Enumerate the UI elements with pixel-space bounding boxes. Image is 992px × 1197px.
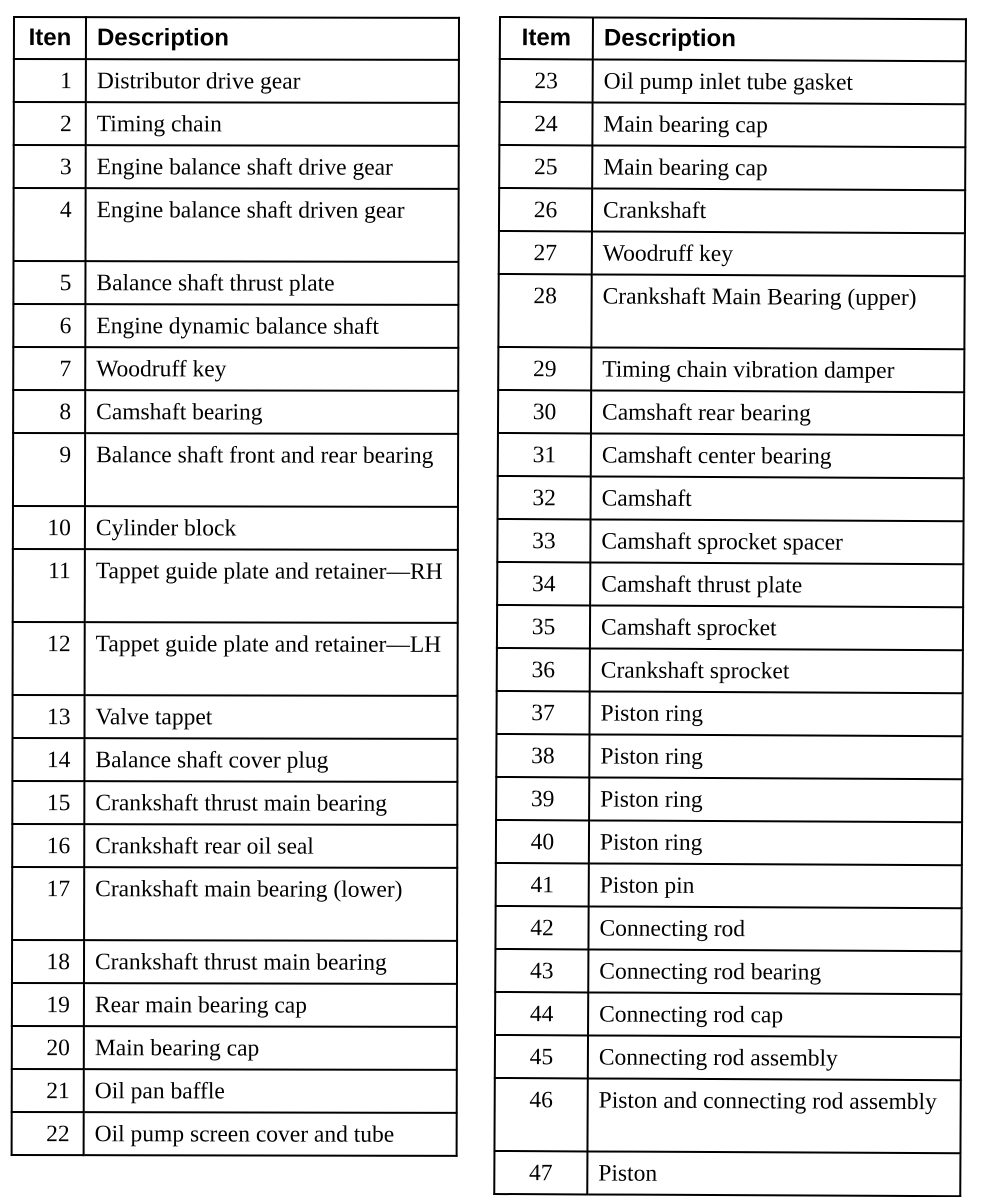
item-number: 2 xyxy=(14,102,86,145)
table-row xyxy=(498,476,964,521)
table-row xyxy=(13,390,458,434)
item-number: 34 xyxy=(497,562,590,605)
table-row xyxy=(499,231,965,276)
table-row xyxy=(497,648,963,693)
table-row xyxy=(12,1112,457,1156)
table-row xyxy=(498,390,964,435)
item-number: 8 xyxy=(13,390,85,433)
item-number: 29 xyxy=(498,347,591,390)
table-row xyxy=(496,777,962,822)
item-number: 7 xyxy=(13,347,85,390)
table-row xyxy=(13,188,458,262)
item-description: Oil pan baffle xyxy=(84,1069,457,1113)
item-number: 18 xyxy=(12,940,84,983)
item-description: Main bearing cap xyxy=(592,145,965,190)
item-description: Crankshaft Main Bearing (upper) xyxy=(591,274,964,349)
table-row xyxy=(12,738,457,782)
item-description: Engine balance shaft drive gear xyxy=(86,145,459,189)
item-number: 43 xyxy=(495,949,588,992)
item-number: 15 xyxy=(12,781,84,824)
table-row xyxy=(13,433,458,507)
item-number: 9 xyxy=(13,433,85,506)
item-description: Camshaft bearing xyxy=(85,390,458,434)
table-row xyxy=(13,261,458,305)
table-body-left xyxy=(12,59,459,1156)
item-description: Camshaft rear bearing xyxy=(591,390,964,435)
item-description: Balance shaft thrust plate xyxy=(85,261,458,305)
item-column-header: Iten xyxy=(14,17,86,59)
table-row xyxy=(495,1035,961,1080)
table-row xyxy=(495,949,961,994)
item-number: 38 xyxy=(496,734,589,777)
table-row xyxy=(494,1151,960,1196)
item-number: 20 xyxy=(12,1026,84,1069)
table-row xyxy=(12,824,457,868)
item-description: Connecting rod xyxy=(588,906,961,951)
item-description: Tappet guide plate and retainer—RH xyxy=(85,549,458,623)
item-number: 5 xyxy=(13,261,85,304)
item-number: 47 xyxy=(494,1151,587,1194)
item-number: 3 xyxy=(14,145,86,188)
table-row xyxy=(500,59,966,104)
description-column-header: Description xyxy=(86,17,459,60)
table-row xyxy=(498,274,964,349)
table-row xyxy=(12,940,457,984)
table-row xyxy=(496,691,962,736)
item-number: 37 xyxy=(496,691,589,734)
item-description: Piston ring xyxy=(589,734,962,779)
item-number: 36 xyxy=(497,648,590,691)
item-description: Oil pump inlet tube gasket xyxy=(593,59,966,104)
table-row xyxy=(496,734,962,779)
item-number: 31 xyxy=(498,433,591,476)
item-description: Cylinder block xyxy=(85,506,458,550)
item-description: Main bearing cap xyxy=(84,1026,457,1070)
table-row xyxy=(12,867,457,941)
table-row xyxy=(496,863,962,908)
item-number: 11 xyxy=(13,549,85,622)
table-row xyxy=(13,506,458,550)
item-number: 46 xyxy=(494,1078,587,1151)
table-row xyxy=(499,145,965,190)
table-row xyxy=(13,304,458,348)
item-description: Engine dynamic balance shaft xyxy=(85,304,458,348)
item-number: 24 xyxy=(499,102,592,145)
item-number: 10 xyxy=(13,506,85,549)
item-number: 21 xyxy=(12,1069,84,1112)
item-description: Piston xyxy=(587,1151,960,1196)
item-description: Piston and connecting rod assembly xyxy=(587,1078,960,1153)
item-description: Balance shaft front and rear bearing xyxy=(85,433,458,507)
item-description: Camshaft center bearing xyxy=(591,433,964,478)
item-description: Tappet guide plate and retainer—LH xyxy=(85,622,458,696)
item-description: Main bearing cap xyxy=(592,102,965,147)
item-description: Camshaft thrust plate xyxy=(590,562,963,607)
item-description: Timing chain vibration damper xyxy=(591,347,964,392)
table-body-right xyxy=(494,59,966,1196)
item-description: Engine balance shaft driven gear xyxy=(85,188,458,262)
item-number: 17 xyxy=(12,867,84,940)
item-number: 23 xyxy=(500,59,593,102)
header-row xyxy=(500,17,966,61)
item-number: 4 xyxy=(13,188,85,261)
item-description: Rear main bearing cap xyxy=(84,983,457,1027)
table-row xyxy=(495,906,961,951)
table-row xyxy=(495,992,961,1037)
item-number: 13 xyxy=(12,695,84,738)
item-description: Camshaft sprocket spacer xyxy=(590,519,963,564)
item-description: Connecting rod bearing xyxy=(588,949,961,994)
table-row xyxy=(498,433,964,478)
item-number: 40 xyxy=(496,820,589,863)
item-number: 16 xyxy=(12,824,84,867)
item-number: 12 xyxy=(13,622,85,695)
item-number: 33 xyxy=(497,519,590,562)
item-column-header: Item xyxy=(500,17,593,59)
item-number: 28 xyxy=(498,274,591,347)
item-description: Distributor drive gear xyxy=(86,59,459,103)
table-row xyxy=(13,549,458,623)
item-description: Camshaft xyxy=(591,476,964,521)
table-row xyxy=(12,695,457,739)
table-row xyxy=(12,1069,457,1113)
table-row xyxy=(496,820,962,865)
table-row xyxy=(13,622,458,696)
item-number: 6 xyxy=(13,304,85,347)
table-row xyxy=(497,562,963,607)
table-row xyxy=(14,145,459,189)
item-number: 30 xyxy=(498,390,591,433)
item-description: Connecting rod assembly xyxy=(588,1035,961,1080)
item-description: Timing chain xyxy=(86,102,459,146)
item-description: Woodruff key xyxy=(85,347,458,391)
item-number: 22 xyxy=(12,1112,84,1155)
table-row xyxy=(12,983,457,1027)
item-description: Piston ring xyxy=(589,691,962,736)
table-row xyxy=(12,1026,457,1070)
item-description: Camshaft sprocket xyxy=(590,605,963,650)
item-number: 32 xyxy=(498,476,591,519)
item-number: 41 xyxy=(496,863,589,906)
item-description: Crankshaft thrust main bearing xyxy=(84,781,457,825)
item-number: 44 xyxy=(495,992,588,1035)
item-description: Piston ring xyxy=(589,820,962,865)
item-number: 26 xyxy=(499,188,592,231)
item-description: Piston ring xyxy=(589,777,962,822)
item-description: Crankshaft thrust main bearing xyxy=(84,940,457,984)
item-number: 19 xyxy=(12,983,84,1026)
item-number: 14 xyxy=(12,738,84,781)
table-row xyxy=(497,605,963,650)
description-column-header: Description xyxy=(593,17,966,61)
item-description: Crankshaft sprocket xyxy=(590,648,963,693)
parts-table-right xyxy=(493,16,967,1197)
table-row xyxy=(497,519,963,564)
item-number: 42 xyxy=(495,906,588,949)
item-description: Piston pin xyxy=(589,863,962,908)
header-row xyxy=(14,17,459,60)
item-description: Crankshaft xyxy=(592,188,965,233)
item-number: 25 xyxy=(499,145,592,188)
table-row xyxy=(499,102,965,147)
item-description: Crankshaft main bearing (lower) xyxy=(84,867,457,941)
table-row xyxy=(498,347,964,392)
item-description: Valve tappet xyxy=(84,695,457,739)
table-row xyxy=(499,188,965,233)
table-row xyxy=(14,102,459,146)
table-row xyxy=(494,1078,960,1153)
item-description: Oil pump screen cover and tube xyxy=(84,1112,457,1156)
table-row xyxy=(13,347,458,391)
table-row xyxy=(12,781,457,825)
item-number: 39 xyxy=(496,777,589,820)
item-description: Crankshaft rear oil seal xyxy=(84,824,457,868)
item-description: Woodruff key xyxy=(592,231,965,276)
item-number: 1 xyxy=(14,59,86,102)
item-number: 27 xyxy=(499,231,592,274)
table-row xyxy=(14,59,459,103)
item-number: 35 xyxy=(497,605,590,648)
parts-table-left xyxy=(11,16,460,1157)
item-description: Balance shaft cover plug xyxy=(84,738,457,782)
item-description: Connecting rod cap xyxy=(588,992,961,1037)
item-number: 45 xyxy=(495,1035,588,1078)
